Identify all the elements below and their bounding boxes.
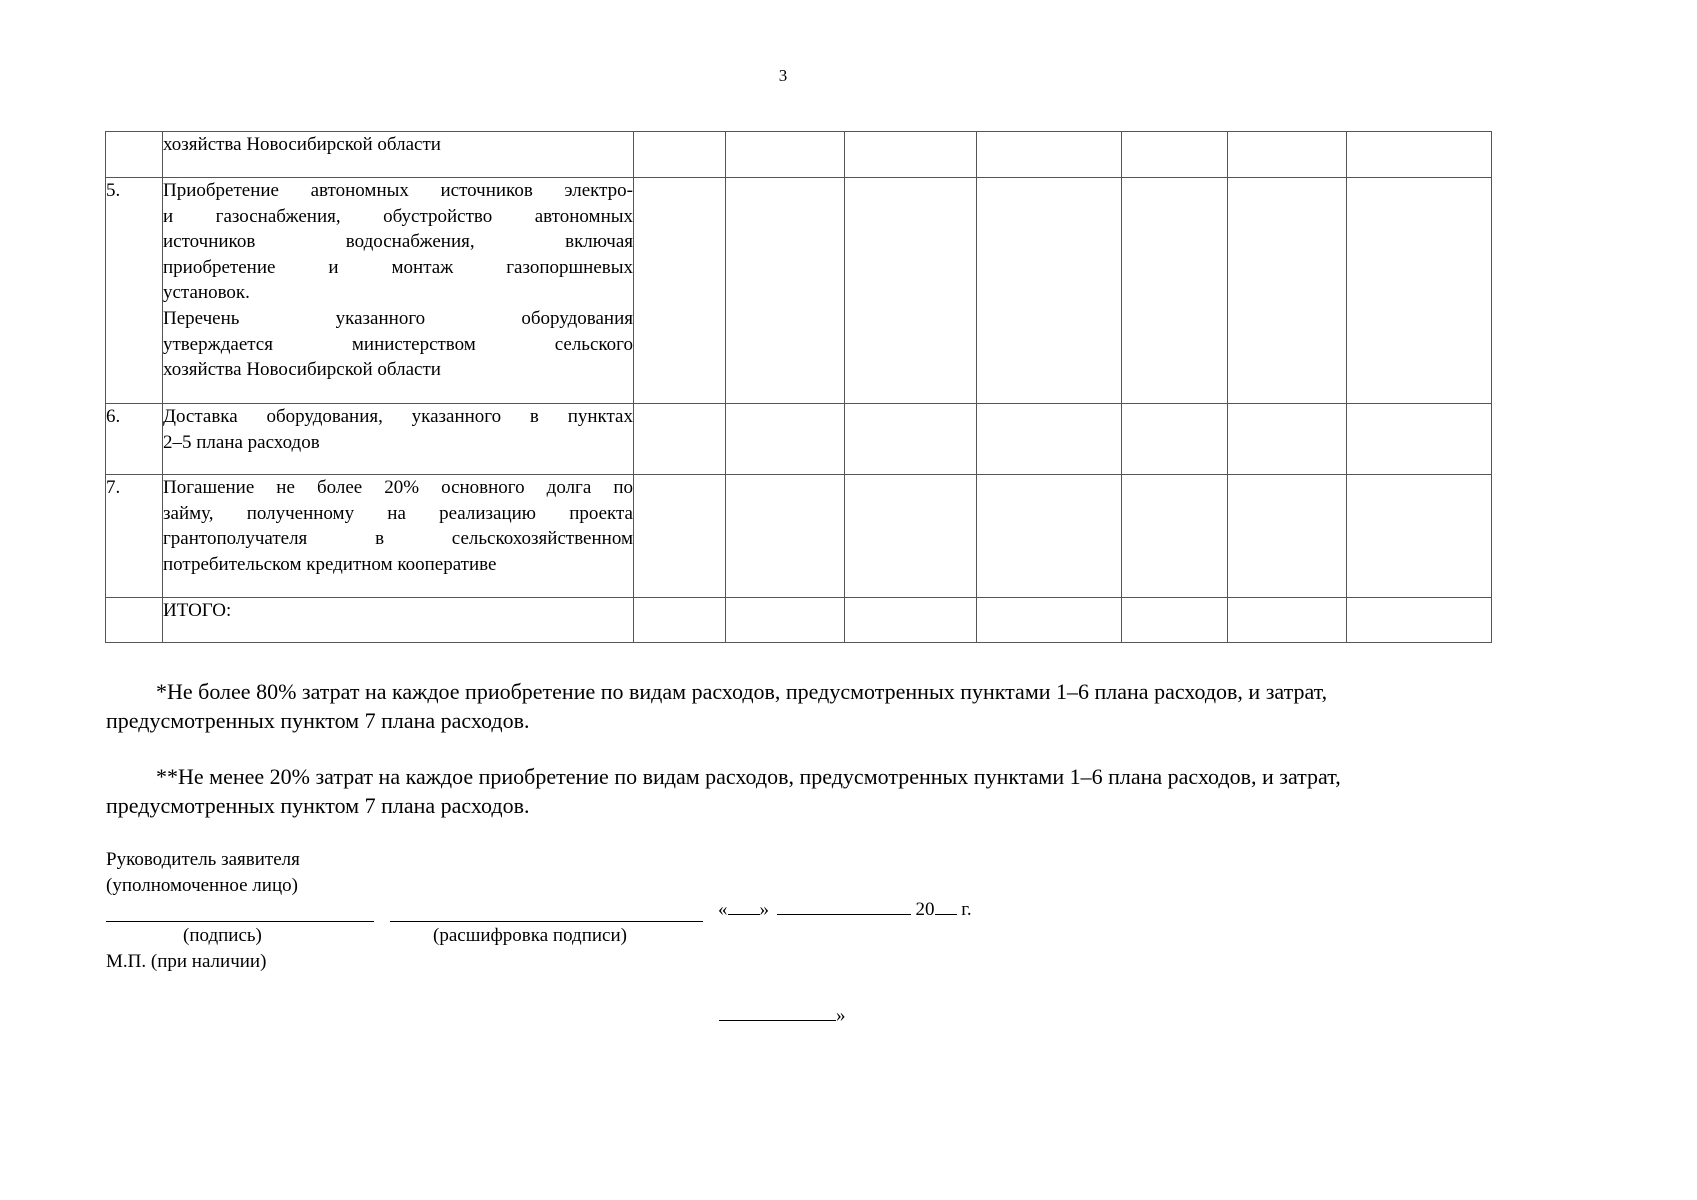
value-cell[interactable] — [845, 475, 977, 598]
value-cell[interactable] — [977, 132, 1122, 178]
date-year-prefix: 20 — [915, 899, 935, 920]
value-cell[interactable] — [634, 598, 726, 643]
expense-description — [163, 598, 634, 643]
value-cell[interactable] — [634, 475, 726, 598]
row-number: 7. — [106, 475, 163, 598]
value-cell[interactable] — [634, 132, 726, 178]
expense-description — [163, 475, 634, 598]
expense-description — [163, 178, 634, 404]
description-line: источников водоснабжения, включая — [163, 231, 633, 253]
value-cell[interactable] — [1122, 475, 1228, 598]
footnote-2: **Не менее 20% затрат на каждое приобретение по видам расходов, предусмотренных пунктами 1–6 плана расходов, и затрат, предусмотренных пунктом 7 плана расходов. — [106, 764, 1341, 818]
value-cell[interactable] — [634, 178, 726, 404]
value-cell[interactable] — [1228, 132, 1347, 178]
row-number: 5. — [106, 178, 163, 404]
stamp-note: М.П. (при наличии) — [106, 951, 267, 972]
signature-caption: (подпись) — [183, 925, 262, 946]
value-cell[interactable] — [1347, 404, 1492, 475]
value-cell[interactable] — [1122, 178, 1228, 404]
signature-line[interactable] — [106, 920, 374, 922]
value-cell[interactable] — [977, 475, 1122, 598]
value-cell[interactable] — [1228, 598, 1347, 643]
date-year-suffix: г. — [956, 899, 972, 920]
value-cell[interactable] — [726, 598, 845, 643]
value-cell[interactable] — [634, 404, 726, 475]
description-line: утверждается министерством сельского — [163, 333, 633, 355]
date-field — [718, 899, 972, 921]
description-line: грантополучателя в сельскохозяйственном — [163, 528, 633, 550]
row-number — [106, 132, 163, 178]
page-number: 3 — [778, 66, 788, 85]
value-cell[interactable] — [977, 598, 1122, 643]
description-line: Доставка оборудования, указанного в пунктах — [163, 406, 633, 427]
signatory-title-line-1: Руководитель заявителя — [106, 849, 300, 870]
expense-description — [163, 132, 634, 178]
description-line: ИТОГО: — [163, 600, 232, 621]
value-cell[interactable] — [1228, 404, 1347, 475]
decoding-caption: (расшифровка подписи) — [433, 925, 627, 946]
value-cell[interactable] — [1228, 178, 1347, 404]
value-cell[interactable] — [1122, 598, 1228, 643]
description-line: установок. — [163, 282, 250, 304]
value-cell[interactable] — [977, 178, 1122, 404]
closing-quote: » — [836, 1005, 846, 1026]
value-cell[interactable] — [1347, 178, 1492, 404]
closing-line — [719, 1005, 846, 1027]
value-cell[interactable] — [845, 598, 977, 643]
date-open-quote: « — [718, 899, 728, 920]
value-cell[interactable] — [1122, 132, 1228, 178]
row-number — [106, 598, 163, 643]
date-close-quote: » — [759, 899, 769, 920]
value-cell[interactable] — [845, 404, 977, 475]
table-row — [106, 132, 1492, 178]
description-line: и газоснабжения, обустройство автономных — [163, 205, 633, 227]
closing-blank[interactable] — [719, 1019, 836, 1021]
value-cell[interactable] — [845, 178, 977, 404]
footnote-1: *Не более 80% затрат на каждое приобретение по видам расходов, предусмотренных пунктами 1–6 плана расходов, и затрат, предусмотренных пунктом 7 плана расходов. — [106, 679, 1328, 733]
description-line: Приобретение автономных источников электро- — [163, 180, 633, 201]
signatory-title — [106, 847, 300, 899]
table-row — [106, 178, 1492, 404]
description-line: хозяйства Новосибирской области — [163, 359, 441, 381]
value-cell[interactable] — [726, 475, 845, 598]
description-line: потребительском кредитном кооперативе — [163, 553, 497, 575]
signature-decoding-line[interactable] — [390, 920, 703, 922]
description-line: приобретение и монтаж газопоршневых — [163, 256, 633, 278]
value-cell[interactable] — [977, 404, 1122, 475]
table-row — [106, 475, 1492, 598]
value-cell[interactable] — [1347, 475, 1492, 598]
signatory-title-line-2: (уполномоченное лицо) — [106, 875, 298, 896]
expense-description — [163, 404, 634, 475]
value-cell[interactable] — [1228, 475, 1347, 598]
description-line: хозяйства Новосибирской области — [163, 134, 441, 155]
description-line: займу, полученному на реализацию проекта — [163, 502, 633, 524]
description-line: 2–5 плана расходов — [163, 431, 320, 453]
table-row — [106, 598, 1492, 643]
date-year-blank[interactable] — [935, 913, 957, 915]
expense-plan-table — [105, 131, 1492, 643]
value-cell[interactable] — [1347, 132, 1492, 178]
value-cell[interactable] — [1347, 598, 1492, 643]
table-row — [106, 404, 1492, 475]
date-day-blank[interactable] — [728, 913, 760, 915]
footnotes — [106, 677, 1466, 820]
value-cell[interactable] — [1122, 404, 1228, 475]
value-cell[interactable] — [726, 404, 845, 475]
description-line: Перечень указанного оборудования — [163, 307, 633, 329]
date-month-blank[interactable] — [777, 913, 911, 915]
row-number: 6. — [106, 404, 163, 475]
value-cell[interactable] — [726, 178, 845, 404]
value-cell[interactable] — [726, 132, 845, 178]
description-line: Погашение не более 20% основного долга по — [163, 477, 633, 498]
value-cell[interactable] — [845, 132, 977, 178]
